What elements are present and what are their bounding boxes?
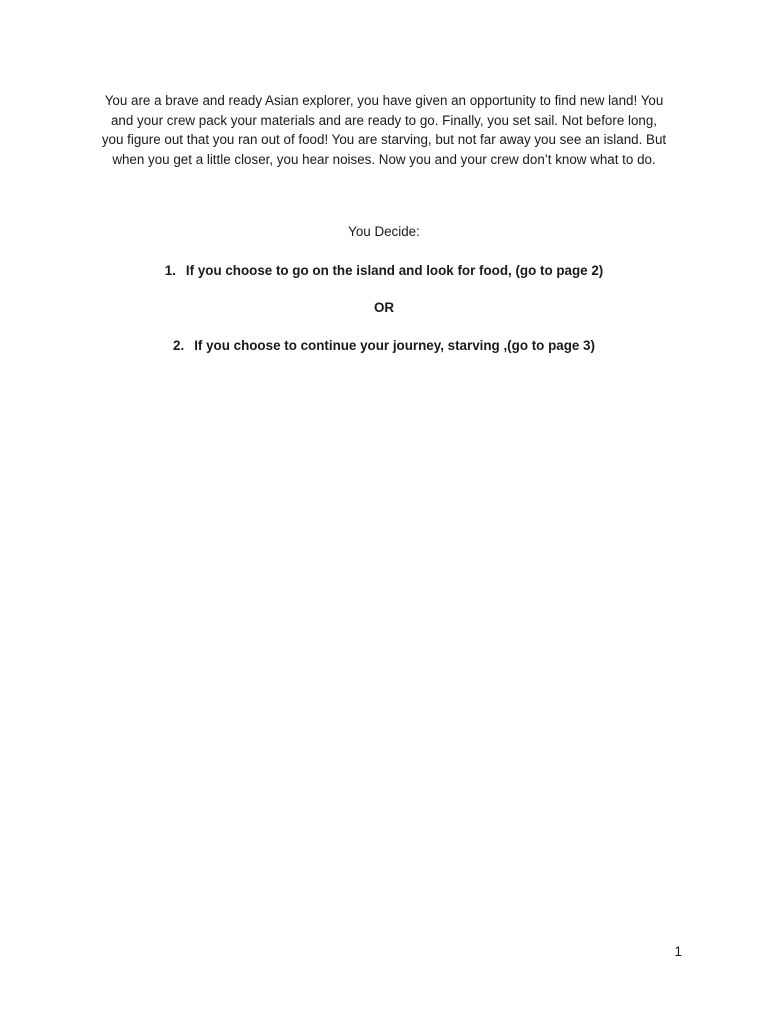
intro-line: and your crew pack your materials and are ready to go. Finally, you set sail. Not before long, [110,112,658,128]
choice-number: 2. [173,338,185,353]
intro-line: You are a brave and ready Asian explorer, you have given an opportunity to find new land! You [104,93,664,108]
intro-line: you figure out that you ran out of food! You are starving, but not far away you see an island. But [101,132,667,147]
choice-2 [0,336,768,355]
you-decide-prompt: You Decide: [348,224,420,239]
choice-text: If you choose to continue your journey, starving ,(go to page 3) [194,338,595,353]
intro-line: when you get a little closer, you hear noises. Now you and your crew don’t know what to do. [112,151,656,167]
choice-number: 1. [164,263,176,278]
intro-paragraph [88,91,680,169]
choice-text: If you choose to go on the island and look for food, (go to page 2) [185,263,604,278]
choice-1 [0,261,768,280]
page-number: 1 [674,944,682,959]
or-separator: OR [373,300,395,315]
